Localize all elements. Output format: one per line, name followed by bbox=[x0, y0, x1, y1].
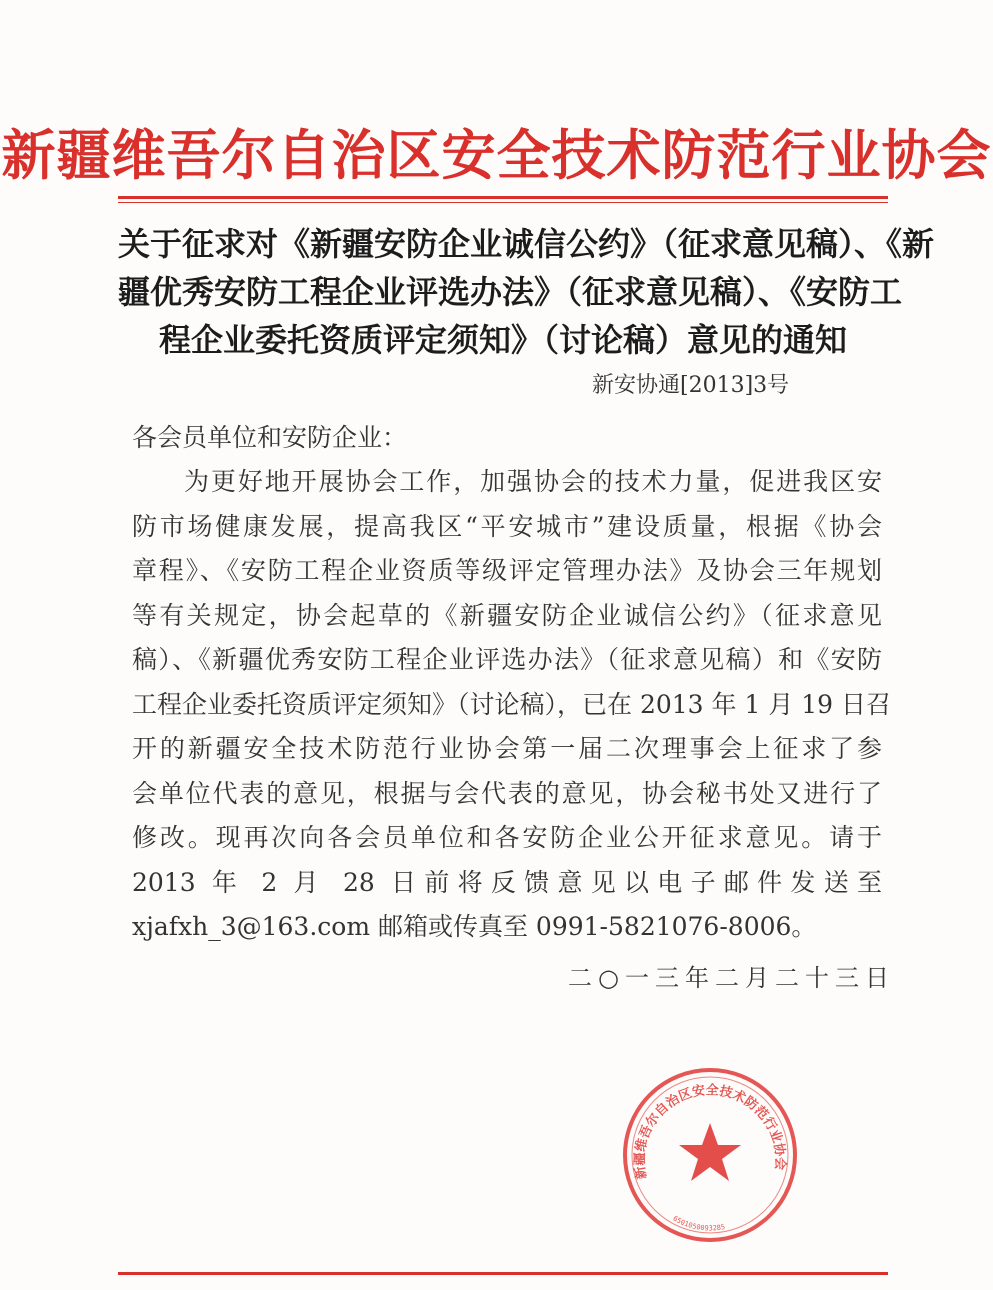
issue-date: 二○一三年二月二十三日 bbox=[568, 964, 895, 992]
notice-title-line: 关于征求对《新疆安防企业诚信公约》（征求意见稿）、《新 bbox=[118, 225, 935, 263]
footer-rule bbox=[118, 1272, 888, 1275]
notice-title-line: 疆优秀安防工程企业评选办法》（征求意见稿）、《安防工 bbox=[118, 273, 903, 311]
body-line: xjafxh_3@163.com 邮箱或传真至 0991-5821076-8006。 bbox=[132, 912, 817, 941]
notice-title-line: 程企业委托资质评定须知》（讨论稿）意见的通知 bbox=[158, 321, 847, 359]
salutation: 各会员单位和安防企业： bbox=[132, 423, 408, 452]
body-line: 修改。现再次向各会员单位和各安防企业公开征求意见。请于 bbox=[132, 823, 882, 852]
body-text bbox=[132, 460, 892, 950]
body-line: 防市场健康发展，提高我区“平安城市”建设质量，根据《协会 bbox=[132, 511, 882, 541]
body-line: 等有关规定，协会起草的《新疆安防企业诚信公约》（征求意见 bbox=[132, 600, 882, 630]
seal-star-icon bbox=[679, 1123, 741, 1181]
body-line: 章程》、《安防工程企业资质等级评定管理办法》及协会三年规划 bbox=[132, 556, 882, 585]
body-line: 会单位代表的意见，根据与会代表的意见，协会秘书处又进行了 bbox=[132, 778, 882, 808]
body-line: 稿）、《新疆优秀安防工程企业评选办法》（征求意见稿）和《安防 bbox=[132, 645, 882, 674]
body-line: 工程企业委托资质评定须知》（讨论稿），已在 2013 年 1 月 19 日召 bbox=[132, 689, 892, 719]
notice-title bbox=[118, 220, 935, 364]
body-line: 为更好地开展协会工作，加强协会的技术力量，促进我区安 bbox=[184, 467, 882, 496]
letterhead-rule bbox=[118, 196, 888, 199]
seal-text: 新疆维吾尔自治区安全技术防范行业协会 bbox=[632, 1083, 788, 1181]
letterhead-rule-thin bbox=[118, 202, 888, 203]
letterhead-title: 新疆维吾尔自治区安全技术防范行业协会 bbox=[1, 123, 992, 187]
seal-serial: 6501050093285 bbox=[671, 1214, 726, 1233]
body-line: 开的新疆安全技术防范行业协会第一届二次理事会上征求了参 bbox=[132, 734, 882, 763]
document-number: 新安协通[2013]3号 bbox=[592, 373, 790, 398]
body-line: 2013 年 2 月 28 日前将反馈意见以电子邮件发送至 bbox=[132, 867, 882, 897]
official-seal-stamp bbox=[620, 1065, 800, 1245]
